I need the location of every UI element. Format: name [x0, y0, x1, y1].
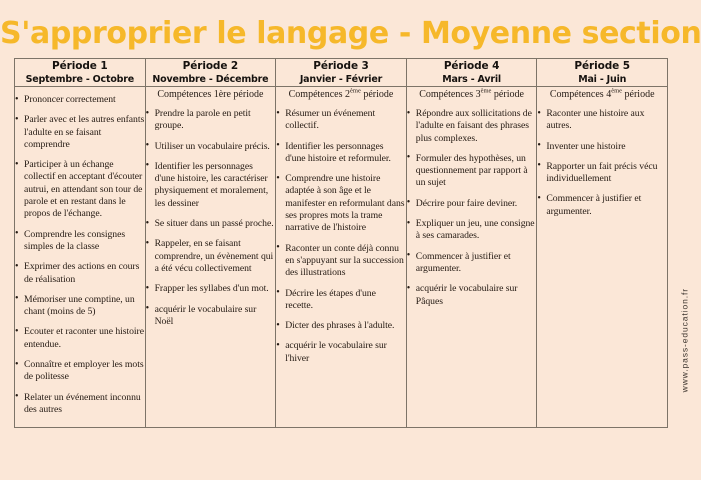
- competences-heading-sup: ème: [350, 87, 361, 95]
- table-row: [15, 87, 668, 428]
- competence-item: • acquérir le vocabulaire sur Noël: [146, 304, 276, 329]
- period-months: Novembre - Décembre: [152, 74, 269, 85]
- competences-heading-suffix: période: [491, 89, 524, 100]
- cell-period-4: [406, 87, 537, 428]
- competences-heading-text: Compétences 3: [419, 89, 481, 100]
- competence-item: • Résumer un événement collectif.: [276, 108, 406, 133]
- page-title: S'approprier le langage - Moyenne section: [0, 16, 701, 51]
- competences-heading-2: [146, 88, 276, 101]
- period-months: Mars - Avril: [442, 74, 501, 85]
- competence-item: • Se situer dans un passé proche.: [146, 218, 276, 230]
- competences-heading-text: Compétences 1ère période: [157, 89, 264, 100]
- competences-heading-4: [407, 88, 537, 101]
- competence-item: • Expliquer un jeu, une consigne à ses camarades.: [407, 218, 537, 243]
- competence-item: • Dicter des phrases à l'adulte.: [276, 320, 406, 332]
- column-header-period-3: [276, 59, 407, 87]
- competence-item: • Utiliser un vocabulaire précis.: [146, 141, 276, 153]
- competence-list-3: [276, 108, 406, 365]
- competence-item: • Relater un événement inconnu des autres: [15, 392, 145, 417]
- column-header-period-5: [537, 59, 668, 87]
- period-label: Période 2: [182, 60, 239, 72]
- competences-heading-3: [276, 88, 406, 101]
- competences-heading-text: Compétences 4: [549, 89, 612, 100]
- competence-item: • Participer à un échange collectif en acceptant d'écouter autrui, en attendant son tour de parole et en restant dans le propos de l'échange.: [15, 159, 145, 220]
- competences-heading-text: Compétences 2: [288, 89, 350, 100]
- competence-item: • Répondre aux sollicitations de l'adulte en faisant des phrases plus complexes.: [407, 108, 537, 145]
- period-label: Période 3: [313, 60, 369, 72]
- competence-item: • Commencer à justifier et argumenter.: [537, 193, 667, 218]
- cell-period-5: [537, 87, 668, 428]
- competence-item: • Parler avec et les autres enfants l'adulte en se faisant comprendre: [15, 114, 145, 151]
- column-header-period-4: [406, 59, 537, 87]
- competence-item: • Raconter un conte déjà connu en s'appuyant sur la succession des illustrations: [276, 243, 406, 280]
- competence-item: • Raconter une histoire aux autres.: [537, 108, 667, 133]
- cell-period-2: [145, 87, 276, 428]
- period-months: Septembre - Octobre: [25, 74, 134, 85]
- competence-item: • Ecouter et raconter une histoire entendue.: [15, 326, 145, 351]
- competence-list-4: [407, 108, 537, 308]
- column-header-period-2: [145, 59, 276, 87]
- competence-item: • Exprimer des actions en cours de réalisation: [15, 261, 145, 286]
- competence-item: • Rappeler, en se faisant comprendre, un évènement qui a été vécu collectivement: [146, 238, 276, 275]
- competence-item: • Comprendre les consignes simples de la classe: [15, 229, 145, 254]
- period-months: Janvier - Février: [299, 74, 383, 85]
- competence-item: • Identifier les personnages d'une histoire, les caractériser physiquement et moralement, les dessiner: [146, 161, 276, 210]
- cell-period-3: [276, 87, 407, 428]
- cell-period-1: [15, 87, 146, 428]
- competences-table: [14, 58, 668, 428]
- table-body: [15, 87, 668, 428]
- competences-heading-sup: ème: [611, 87, 623, 95]
- column-header-period-1: [15, 59, 146, 87]
- competence-item: • Rapporter un fait précis vécu individuellement: [537, 161, 667, 186]
- competence-list-1: [15, 94, 145, 416]
- competence-item: • acquérir le vocabulaire sur l'hiver: [276, 340, 406, 365]
- period-label: Période 1: [52, 60, 108, 72]
- competences-heading-5: [537, 88, 667, 101]
- table-header: [15, 59, 668, 87]
- competence-item: • Prendre la parole en petit groupe.: [146, 108, 276, 133]
- period-months: Mai - Juin: [578, 74, 627, 85]
- competence-item: • Mémoriser une comptine, un chant (moins de 5): [15, 294, 145, 319]
- competence-item: • Décrire pour faire deviner.: [407, 198, 537, 210]
- competence-item: • Comprendre une histoire adaptée à son âge et le manifester en reformulant dans ses propres mots la trame narrative de l'histoire: [276, 173, 406, 234]
- period-label: Période 4: [443, 60, 500, 72]
- competence-item: • Prononcer correctement: [15, 94, 145, 106]
- competences-heading-suffix: période: [622, 89, 655, 100]
- competence-item: • Connaître et employer les mots de politesse: [15, 359, 145, 384]
- competences-heading-sup: ème: [480, 87, 492, 95]
- period-label: Période 5: [574, 60, 630, 72]
- competence-item: • Formuler des hypothèses, un questionnement par rapport à un sujet: [407, 153, 537, 190]
- competence-item: • Commencer à justifier et argumenter.: [407, 251, 537, 276]
- competence-item: • Inventer une histoire: [537, 141, 667, 153]
- competence-item: • acquérir le vocabulaire sur Pâques: [407, 283, 537, 308]
- competences-heading-suffix: période: [360, 89, 394, 100]
- site-watermark: www.pass-education.fr: [679, 288, 689, 393]
- competence-list-2: [146, 108, 276, 328]
- competence-item: • Frapper les syllabes d'un mot.: [146, 283, 276, 295]
- competence-list-5: [537, 108, 667, 218]
- competence-item: • Décrire les étapes d'une recette.: [276, 288, 406, 313]
- competence-item: • Identifier les personnages d'une histoire et reformuler.: [276, 141, 406, 166]
- table-header-row: [15, 59, 668, 87]
